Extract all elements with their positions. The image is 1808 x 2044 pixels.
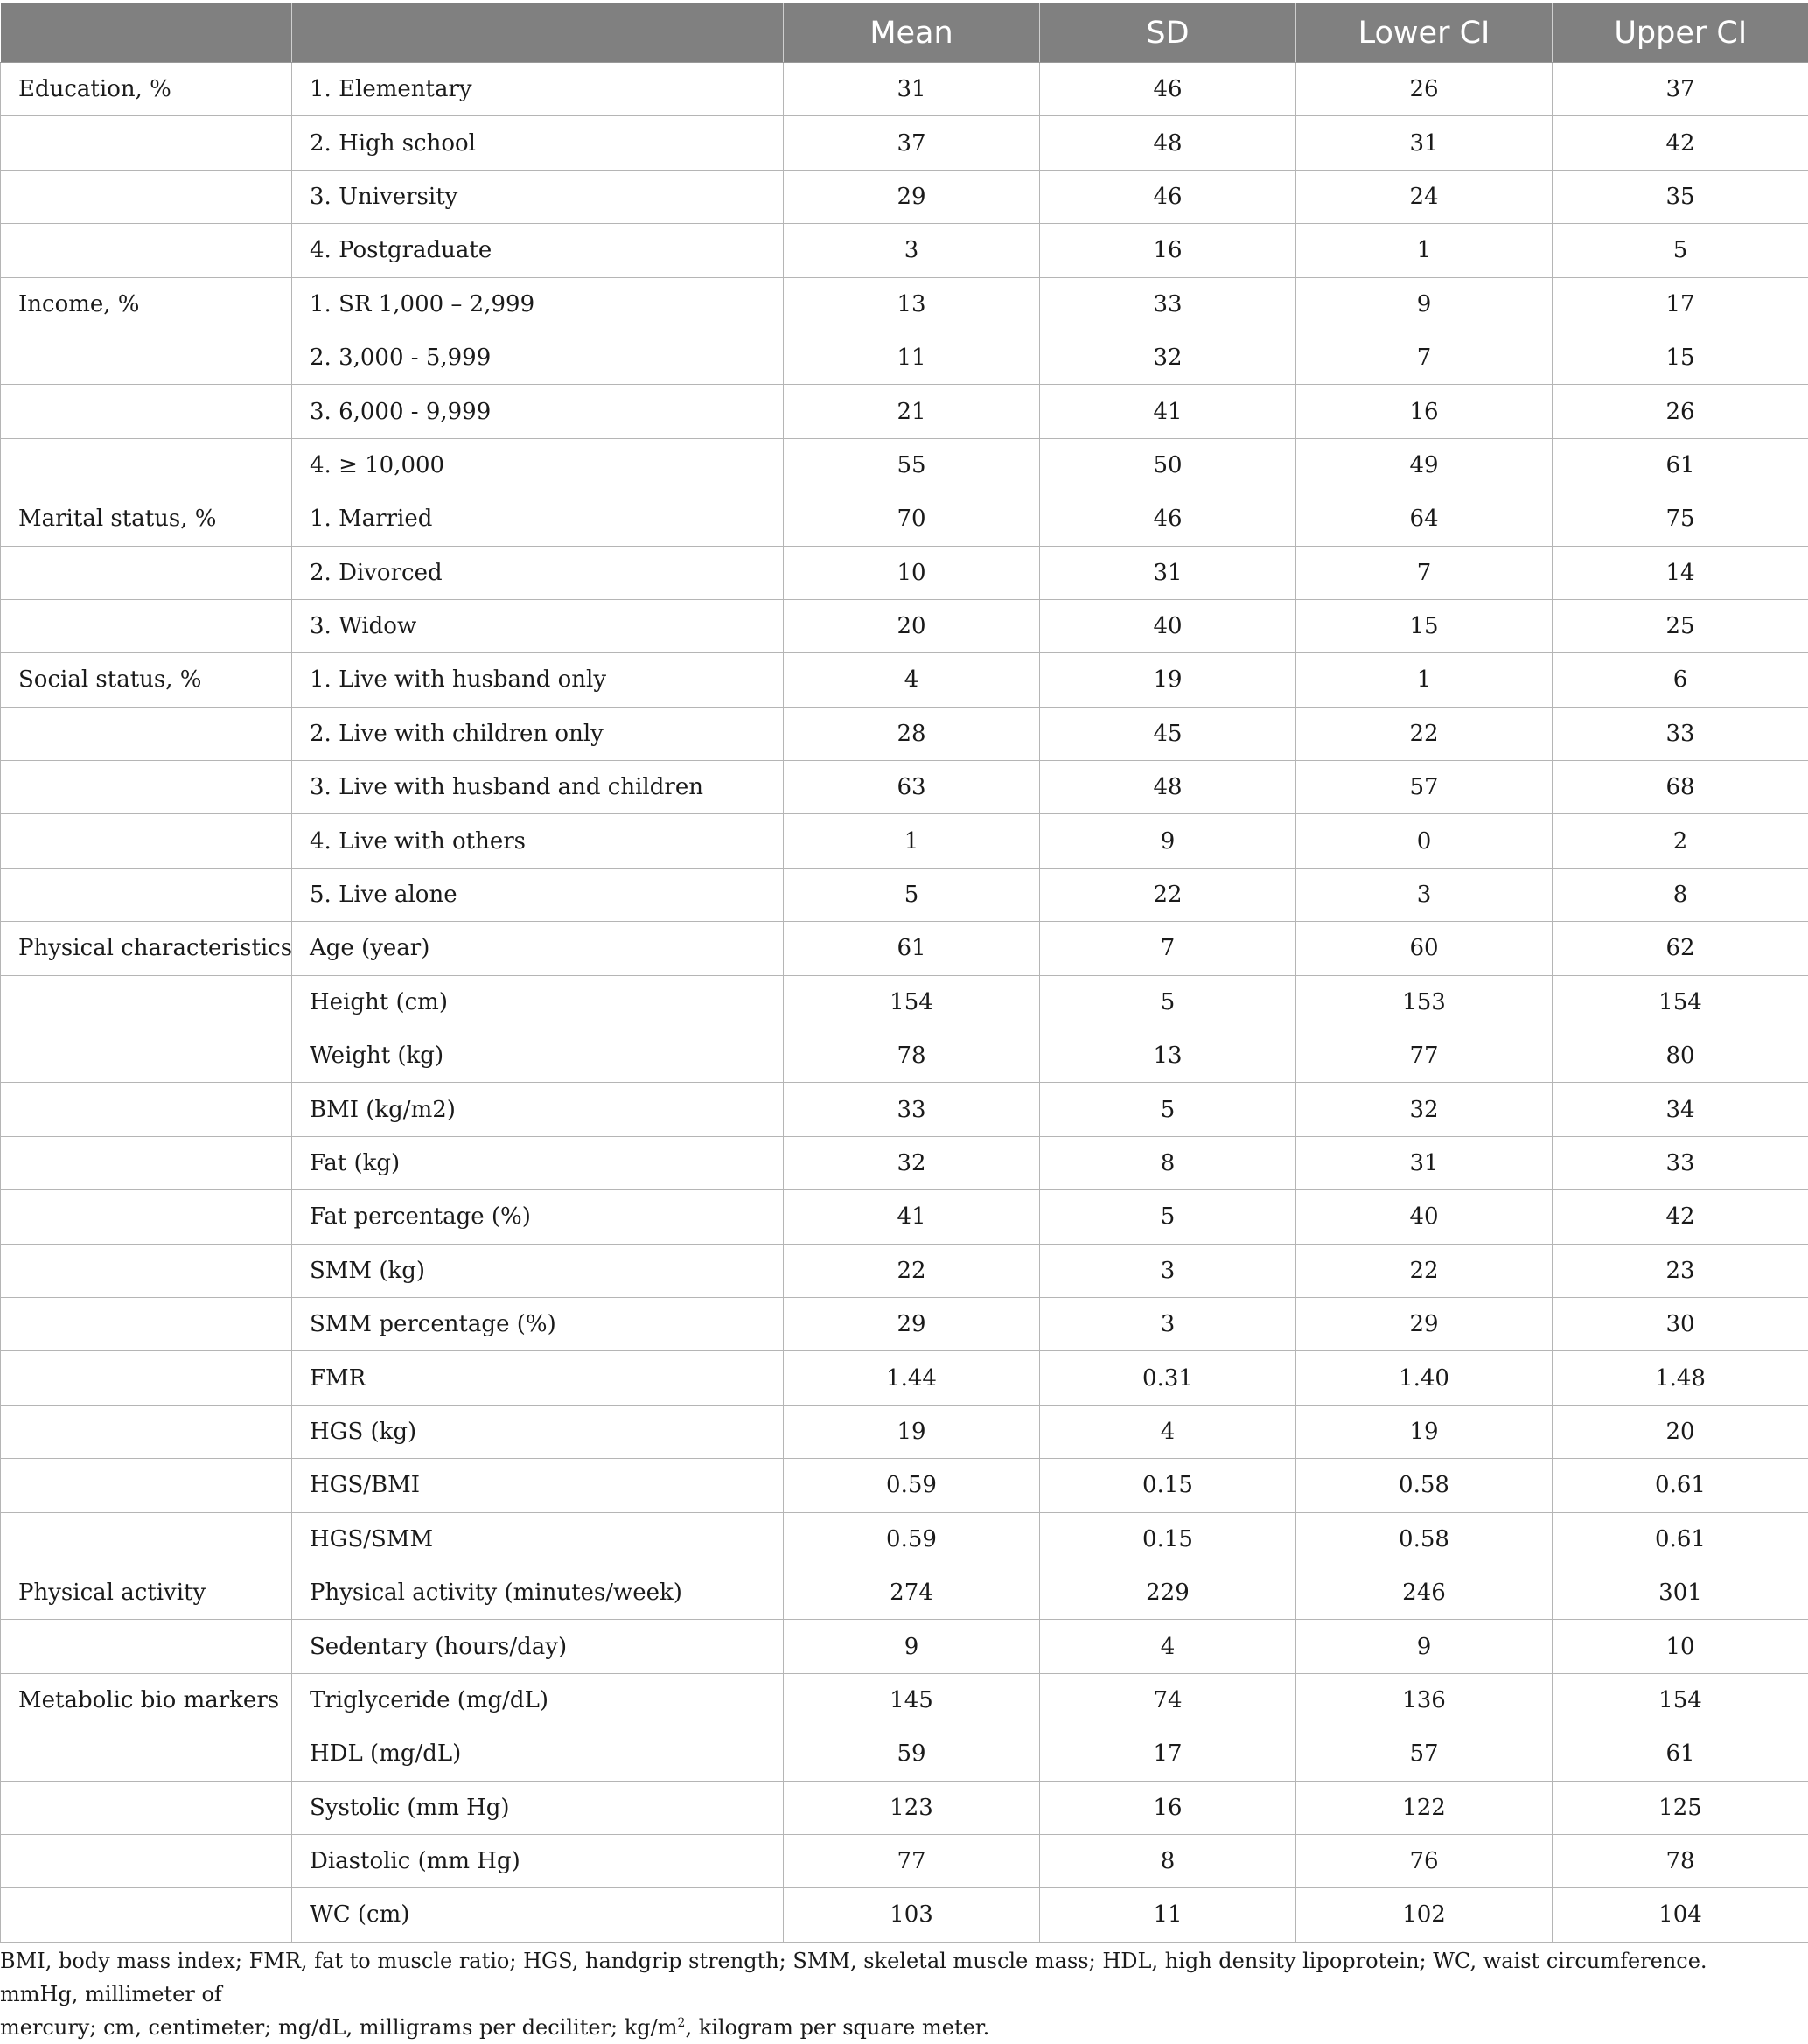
cell-upper-ci: 80 bbox=[1553, 1029, 1808, 1083]
cell-sd: 11 bbox=[1040, 1888, 1296, 1942]
cell-lower-ci: 3 bbox=[1296, 868, 1553, 921]
cell-upper-ci: 0.61 bbox=[1553, 1459, 1808, 1512]
cell-lower-ci: 102 bbox=[1296, 1888, 1553, 1942]
row-group-label bbox=[1, 1512, 292, 1566]
cell-upper-ci: 20 bbox=[1553, 1405, 1808, 1458]
row-group-label: Physical characteristics bbox=[1, 922, 292, 975]
row-group-label: Social status, % bbox=[1, 653, 292, 707]
table-row bbox=[1, 1136, 1808, 1189]
row-group-label bbox=[1, 1083, 292, 1136]
cell-upper-ci: 6 bbox=[1553, 653, 1808, 707]
row-variable-label: 4. ≥ 10,000 bbox=[292, 438, 784, 492]
table-row bbox=[1, 1566, 1808, 1619]
cell-sd: 5 bbox=[1040, 1190, 1296, 1244]
cell-mean: 1 bbox=[784, 814, 1040, 868]
table-row bbox=[1, 1244, 1808, 1297]
table-row bbox=[1, 1512, 1808, 1566]
cell-upper-ci: 34 bbox=[1553, 1083, 1808, 1136]
cell-mean: 33 bbox=[784, 1083, 1040, 1136]
cell-sd: 5 bbox=[1040, 1083, 1296, 1136]
cell-sd: 7 bbox=[1040, 922, 1296, 975]
cell-sd: 19 bbox=[1040, 653, 1296, 707]
cell-mean: 1.44 bbox=[784, 1351, 1040, 1405]
cell-lower-ci: 22 bbox=[1296, 1244, 1553, 1297]
cell-sd: 41 bbox=[1040, 385, 1296, 438]
cell-lower-ci: 136 bbox=[1296, 1673, 1553, 1727]
cell-mean: 145 bbox=[784, 1673, 1040, 1727]
cell-upper-ci: 61 bbox=[1553, 438, 1808, 492]
cell-upper-ci: 14 bbox=[1553, 546, 1808, 599]
cell-sd: 45 bbox=[1040, 707, 1296, 760]
cell-mean: 274 bbox=[784, 1566, 1040, 1619]
cell-upper-ci: 1.48 bbox=[1553, 1351, 1808, 1405]
table-row bbox=[1, 116, 1808, 170]
row-group-label bbox=[1, 707, 292, 760]
row-group-label bbox=[1, 331, 292, 384]
cell-upper-ci: 23 bbox=[1553, 1244, 1808, 1297]
cell-mean: 9 bbox=[784, 1620, 1040, 1673]
cell-mean: 20 bbox=[784, 599, 1040, 652]
table-row bbox=[1, 1620, 1808, 1673]
cell-mean: 29 bbox=[784, 170, 1040, 223]
row-variable-label: 1. Live with husband only bbox=[292, 653, 784, 707]
table-row bbox=[1, 224, 1808, 277]
cell-sd: 46 bbox=[1040, 492, 1296, 546]
cell-sd: 3 bbox=[1040, 1244, 1296, 1297]
header-mean: Mean bbox=[784, 3, 1040, 63]
row-variable-label: Age (year) bbox=[292, 922, 784, 975]
table-row bbox=[1, 761, 1808, 814]
cell-lower-ci: 0.58 bbox=[1296, 1512, 1553, 1566]
cell-lower-ci: 57 bbox=[1296, 761, 1553, 814]
cell-mean: 31 bbox=[784, 63, 1040, 116]
row-variable-label: 2. High school bbox=[292, 116, 784, 170]
footnote-line-1: BMI, body mass index; FMR, fat to muscle ratio; HGS, handgrip strength; SMM, skeletal muscle mass; HDL, high density lipoprotein; WC, waist circumference. mmHg, millimeter of bbox=[0, 1949, 1707, 2006]
cell-upper-ci: 42 bbox=[1553, 116, 1808, 170]
row-group-label bbox=[1, 116, 292, 170]
row-group-label bbox=[1, 1297, 292, 1350]
cell-upper-ci: 33 bbox=[1553, 707, 1808, 760]
cell-sd: 229 bbox=[1040, 1566, 1296, 1619]
cell-upper-ci: 0.61 bbox=[1553, 1512, 1808, 1566]
cell-sd: 4 bbox=[1040, 1620, 1296, 1673]
cell-sd: 31 bbox=[1040, 546, 1296, 599]
table-footnote bbox=[0, 1944, 1784, 2044]
cell-mean: 22 bbox=[784, 1244, 1040, 1297]
header-lower-ci: Lower CI bbox=[1296, 3, 1553, 63]
cell-upper-ci: 26 bbox=[1553, 385, 1808, 438]
table-row bbox=[1, 63, 1808, 116]
cell-upper-ci: 2 bbox=[1553, 814, 1808, 868]
row-group-label bbox=[1, 1029, 292, 1083]
cell-sd: 48 bbox=[1040, 116, 1296, 170]
cell-mean: 41 bbox=[784, 1190, 1040, 1244]
table-row bbox=[1, 1405, 1808, 1458]
cell-lower-ci: 7 bbox=[1296, 546, 1553, 599]
row-group-label bbox=[1, 1834, 292, 1887]
table-body bbox=[1, 63, 1808, 1943]
cell-lower-ci: 60 bbox=[1296, 922, 1553, 975]
table-row bbox=[1, 1083, 1808, 1136]
table-row bbox=[1, 438, 1808, 492]
table-row bbox=[1, 546, 1808, 599]
row-variable-label: SMM percentage (%) bbox=[292, 1297, 784, 1350]
row-variable-label: Triglyceride (mg/dL) bbox=[292, 1673, 784, 1727]
cell-mean: 103 bbox=[784, 1888, 1040, 1942]
row-variable-label: Fat percentage (%) bbox=[292, 1190, 784, 1244]
table-row bbox=[1, 1297, 1808, 1350]
cell-upper-ci: 30 bbox=[1553, 1297, 1808, 1350]
cell-mean: 11 bbox=[784, 331, 1040, 384]
cell-lower-ci: 57 bbox=[1296, 1727, 1553, 1781]
cell-mean: 13 bbox=[784, 277, 1040, 331]
row-group-label bbox=[1, 814, 292, 868]
row-variable-label: 2. 3,000 - 5,999 bbox=[292, 331, 784, 384]
cell-mean: 154 bbox=[784, 975, 1040, 1029]
cell-upper-ci: 125 bbox=[1553, 1781, 1808, 1834]
row-variable-label: Weight (kg) bbox=[292, 1029, 784, 1083]
cell-upper-ci: 42 bbox=[1553, 1190, 1808, 1244]
row-variable-label: BMI (kg/m2) bbox=[292, 1083, 784, 1136]
cell-upper-ci: 10 bbox=[1553, 1620, 1808, 1673]
cell-upper-ci: 62 bbox=[1553, 922, 1808, 975]
cell-sd: 46 bbox=[1040, 170, 1296, 223]
cell-sd: 16 bbox=[1040, 224, 1296, 277]
row-group-label bbox=[1, 1405, 292, 1458]
cell-mean: 32 bbox=[784, 1136, 1040, 1189]
row-variable-label: 2. Live with children only bbox=[292, 707, 784, 760]
row-variable-label: HDL (mg/dL) bbox=[292, 1727, 784, 1781]
cell-upper-ci: 78 bbox=[1553, 1834, 1808, 1887]
cell-upper-ci: 8 bbox=[1553, 868, 1808, 921]
row-variable-label: 4. Postgraduate bbox=[292, 224, 784, 277]
cell-sd: 46 bbox=[1040, 63, 1296, 116]
row-variable-label: Sedentary (hours/day) bbox=[292, 1620, 784, 1673]
row-group-label: Physical activity bbox=[1, 1566, 292, 1619]
cell-lower-ci: 77 bbox=[1296, 1029, 1553, 1083]
cell-sd: 9 bbox=[1040, 814, 1296, 868]
cell-upper-ci: 17 bbox=[1553, 277, 1808, 331]
cell-mean: 78 bbox=[784, 1029, 1040, 1083]
row-variable-label: WC (cm) bbox=[292, 1888, 784, 1942]
header-variable bbox=[292, 3, 784, 63]
cell-lower-ci: 64 bbox=[1296, 492, 1553, 546]
cell-sd: 17 bbox=[1040, 1727, 1296, 1781]
cell-lower-ci: 31 bbox=[1296, 116, 1553, 170]
cell-sd: 0.15 bbox=[1040, 1512, 1296, 1566]
cell-lower-ci: 7 bbox=[1296, 331, 1553, 384]
cell-lower-ci: 16 bbox=[1296, 385, 1553, 438]
row-variable-label: 1. Married bbox=[292, 492, 784, 546]
cell-sd: 8 bbox=[1040, 1136, 1296, 1189]
cell-upper-ci: 154 bbox=[1553, 1673, 1808, 1727]
table-row bbox=[1, 277, 1808, 331]
cell-sd: 33 bbox=[1040, 277, 1296, 331]
footnote-line-2b: , kilogram per square meter. bbox=[685, 2015, 989, 2040]
cell-lower-ci: 29 bbox=[1296, 1297, 1553, 1350]
row-variable-label: 5. Live alone bbox=[292, 868, 784, 921]
table-header bbox=[1, 3, 1808, 63]
header-upper-ci: Upper CI bbox=[1553, 3, 1808, 63]
cell-sd: 4 bbox=[1040, 1405, 1296, 1458]
row-variable-label: Height (cm) bbox=[292, 975, 784, 1029]
cell-mean: 21 bbox=[784, 385, 1040, 438]
cell-lower-ci: 19 bbox=[1296, 1405, 1553, 1458]
row-variable-label: Systolic (mm Hg) bbox=[292, 1781, 784, 1834]
cell-upper-ci: 75 bbox=[1553, 492, 1808, 546]
row-group-label bbox=[1, 1351, 292, 1405]
cell-mean: 4 bbox=[784, 653, 1040, 707]
row-group-label bbox=[1, 761, 292, 814]
cell-upper-ci: 154 bbox=[1553, 975, 1808, 1029]
header-group bbox=[1, 3, 292, 63]
cell-lower-ci: 246 bbox=[1296, 1566, 1553, 1619]
cell-mean: 5 bbox=[784, 868, 1040, 921]
row-variable-label: FMR bbox=[292, 1351, 784, 1405]
cell-lower-ci: 122 bbox=[1296, 1781, 1553, 1834]
cell-lower-ci: 0 bbox=[1296, 814, 1553, 868]
cell-sd: 3 bbox=[1040, 1297, 1296, 1350]
cell-sd: 16 bbox=[1040, 1781, 1296, 1834]
table-row bbox=[1, 1351, 1808, 1405]
cell-mean: 37 bbox=[784, 116, 1040, 170]
table-row bbox=[1, 599, 1808, 652]
row-group-label bbox=[1, 224, 292, 277]
row-variable-label: HGS/BMI bbox=[292, 1459, 784, 1512]
row-group-label bbox=[1, 1727, 292, 1781]
table-row bbox=[1, 1888, 1808, 1942]
data-table-container bbox=[0, 3, 1808, 1943]
cell-mean: 63 bbox=[784, 761, 1040, 814]
row-variable-label: SMM (kg) bbox=[292, 1244, 784, 1297]
table-row bbox=[1, 707, 1808, 760]
table-row bbox=[1, 1727, 1808, 1781]
cell-upper-ci: 25 bbox=[1553, 599, 1808, 652]
cell-lower-ci: 1 bbox=[1296, 224, 1553, 277]
cell-sd: 50 bbox=[1040, 438, 1296, 492]
cell-mean: 55 bbox=[784, 438, 1040, 492]
footnote-line-2a: mercury; cm, centimeter; mg/dL, milligrams per deciliter; kg/m bbox=[0, 2015, 678, 2040]
footnote-superscript: 2 bbox=[678, 2016, 686, 2030]
cell-upper-ci: 61 bbox=[1553, 1727, 1808, 1781]
cell-upper-ci: 104 bbox=[1553, 1888, 1808, 1942]
cell-mean: 0.59 bbox=[784, 1459, 1040, 1512]
header-row bbox=[1, 3, 1808, 63]
cell-mean: 70 bbox=[784, 492, 1040, 546]
row-variable-label: Physical activity (minutes/week) bbox=[292, 1566, 784, 1619]
row-variable-label: 4. Live with others bbox=[292, 814, 784, 868]
cell-sd: 5 bbox=[1040, 975, 1296, 1029]
cell-lower-ci: 31 bbox=[1296, 1136, 1553, 1189]
cell-sd: 0.15 bbox=[1040, 1459, 1296, 1512]
row-group-label bbox=[1, 438, 292, 492]
cell-lower-ci: 9 bbox=[1296, 277, 1553, 331]
table-row bbox=[1, 1190, 1808, 1244]
cell-mean: 10 bbox=[784, 546, 1040, 599]
cell-lower-ci: 15 bbox=[1296, 599, 1553, 652]
table-row bbox=[1, 868, 1808, 921]
table-row bbox=[1, 492, 1808, 546]
row-group-label bbox=[1, 1244, 292, 1297]
row-group-label bbox=[1, 170, 292, 223]
cell-upper-ci: 5 bbox=[1553, 224, 1808, 277]
cell-sd: 40 bbox=[1040, 599, 1296, 652]
cell-sd: 13 bbox=[1040, 1029, 1296, 1083]
cell-mean: 123 bbox=[784, 1781, 1040, 1834]
cell-sd: 32 bbox=[1040, 331, 1296, 384]
table-row bbox=[1, 814, 1808, 868]
cell-lower-ci: 153 bbox=[1296, 975, 1553, 1029]
cell-lower-ci: 24 bbox=[1296, 170, 1553, 223]
cell-upper-ci: 37 bbox=[1553, 63, 1808, 116]
cell-mean: 61 bbox=[784, 922, 1040, 975]
cell-lower-ci: 26 bbox=[1296, 63, 1553, 116]
row-variable-label: Diastolic (mm Hg) bbox=[292, 1834, 784, 1887]
cell-sd: 8 bbox=[1040, 1834, 1296, 1887]
row-group-label bbox=[1, 975, 292, 1029]
row-group-label bbox=[1, 1620, 292, 1673]
row-variable-label: 1. SR 1,000 – 2,999 bbox=[292, 277, 784, 331]
row-group-label bbox=[1, 868, 292, 921]
cell-lower-ci: 1.40 bbox=[1296, 1351, 1553, 1405]
cell-lower-ci: 49 bbox=[1296, 438, 1553, 492]
cell-lower-ci: 1 bbox=[1296, 653, 1553, 707]
header-sd: SD bbox=[1040, 3, 1296, 63]
row-group-label bbox=[1, 385, 292, 438]
cell-mean: 77 bbox=[784, 1834, 1040, 1887]
row-variable-label: 1. Elementary bbox=[292, 63, 784, 116]
cell-lower-ci: 0.58 bbox=[1296, 1459, 1553, 1512]
data-table bbox=[0, 3, 1808, 1943]
row-variable-label: 3. Live with husband and children bbox=[292, 761, 784, 814]
cell-mean: 0.59 bbox=[784, 1512, 1040, 1566]
row-group-label bbox=[1, 1781, 292, 1834]
cell-sd: 22 bbox=[1040, 868, 1296, 921]
table-row bbox=[1, 653, 1808, 707]
row-group-label bbox=[1, 546, 292, 599]
cell-upper-ci: 15 bbox=[1553, 331, 1808, 384]
row-group-label bbox=[1, 1459, 292, 1512]
row-group-label bbox=[1, 1190, 292, 1244]
table-row bbox=[1, 922, 1808, 975]
row-variable-label: HGS/SMM bbox=[292, 1512, 784, 1566]
cell-mean: 3 bbox=[784, 224, 1040, 277]
table-row bbox=[1, 1781, 1808, 1834]
table-row bbox=[1, 975, 1808, 1029]
cell-mean: 28 bbox=[784, 707, 1040, 760]
cell-mean: 59 bbox=[784, 1727, 1040, 1781]
row-variable-label: 3. Widow bbox=[292, 599, 784, 652]
row-variable-label: 2. Divorced bbox=[292, 546, 784, 599]
row-group-label: Metabolic bio markers bbox=[1, 1673, 292, 1727]
cell-upper-ci: 35 bbox=[1553, 170, 1808, 223]
cell-sd: 74 bbox=[1040, 1673, 1296, 1727]
table-row bbox=[1, 385, 1808, 438]
row-group-label bbox=[1, 1136, 292, 1189]
row-group-label: Income, % bbox=[1, 277, 292, 331]
table-row bbox=[1, 170, 1808, 223]
cell-lower-ci: 32 bbox=[1296, 1083, 1553, 1136]
row-variable-label: HGS (kg) bbox=[292, 1405, 784, 1458]
row-variable-label: 3. University bbox=[292, 170, 784, 223]
table-row bbox=[1, 1834, 1808, 1887]
cell-upper-ci: 33 bbox=[1553, 1136, 1808, 1189]
cell-lower-ci: 76 bbox=[1296, 1834, 1553, 1887]
table-row bbox=[1, 1459, 1808, 1512]
table-row bbox=[1, 1673, 1808, 1727]
cell-lower-ci: 40 bbox=[1296, 1190, 1553, 1244]
cell-lower-ci: 22 bbox=[1296, 707, 1553, 760]
cell-upper-ci: 301 bbox=[1553, 1566, 1808, 1619]
row-variable-label: 3. 6,000 - 9,999 bbox=[292, 385, 784, 438]
cell-sd: 48 bbox=[1040, 761, 1296, 814]
cell-lower-ci: 9 bbox=[1296, 1620, 1553, 1673]
row-group-label bbox=[1, 1888, 292, 1942]
cell-mean: 29 bbox=[784, 1297, 1040, 1350]
row-group-label: Education, % bbox=[1, 63, 292, 116]
table-row bbox=[1, 1029, 1808, 1083]
cell-sd: 0.31 bbox=[1040, 1351, 1296, 1405]
cell-upper-ci: 68 bbox=[1553, 761, 1808, 814]
row-group-label bbox=[1, 599, 292, 652]
row-group-label: Marital status, % bbox=[1, 492, 292, 546]
table-row bbox=[1, 331, 1808, 384]
row-variable-label: Fat (kg) bbox=[292, 1136, 784, 1189]
cell-mean: 19 bbox=[784, 1405, 1040, 1458]
